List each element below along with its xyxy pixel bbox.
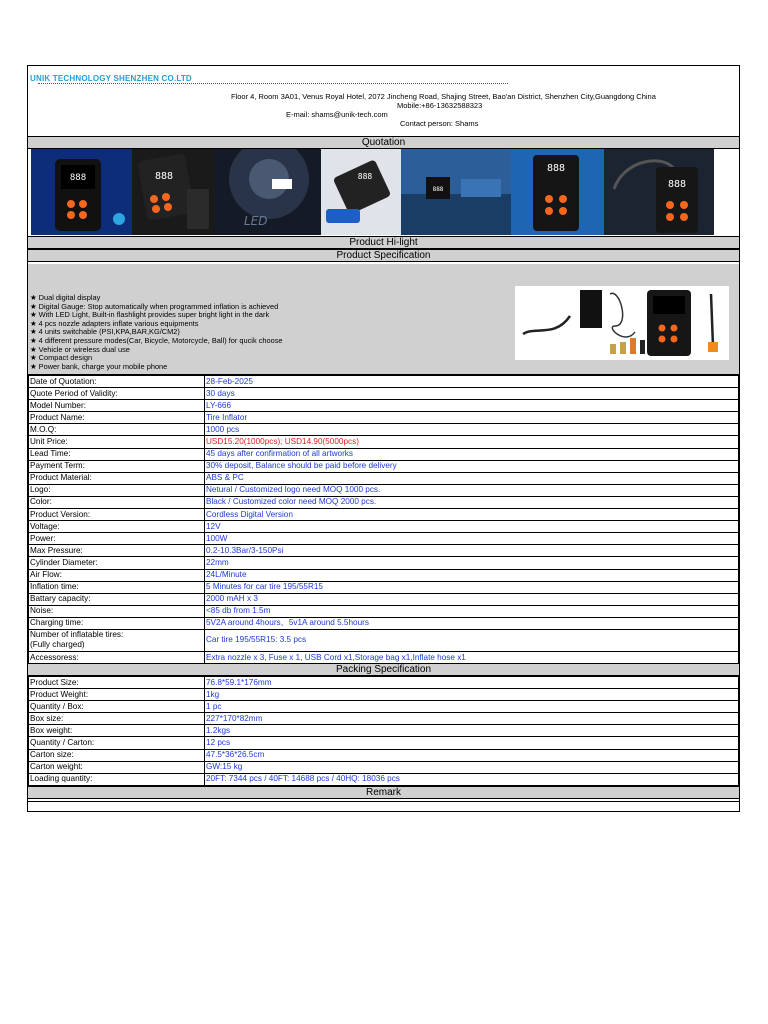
highlight-item: ★ 4 different pressure modes(Car, Bicycle, Motorcycle, Ball) for qucik choose <box>30 335 283 345</box>
field-label: Quantity / Carton: <box>29 737 205 749</box>
field-label: Product Name: <box>29 412 205 424</box>
spec-row <box>29 424 739 436</box>
field-value: 47.5*36*26.5cm <box>205 749 739 761</box>
highlight-item: ★ Dual digital display <box>30 293 101 302</box>
spec-row <box>29 448 739 460</box>
company-mobile: Mobile:+86-13632588323 <box>397 101 483 110</box>
field-label <box>29 629 205 651</box>
spec-row <box>29 651 739 663</box>
spec-row <box>29 412 739 424</box>
field-label: Quantity / Box: <box>29 701 205 713</box>
field-label-line: Number of inflatable tires: <box>30 630 124 640</box>
highlight-item: ★ Vehicle or wireless dual use <box>30 344 130 354</box>
product-photo-strip <box>31 149 714 235</box>
spec-row <box>29 436 739 448</box>
product-photo-1 <box>31 149 132 235</box>
quotation-heading: Quotation <box>28 136 739 149</box>
field-value: Extra nozzle x 3, Fuse x 1, USB Cord x1,Storage bag x1,Inflate hose x1 <box>205 651 739 663</box>
company-email: E-mail: shams@unik-tech.com <box>286 110 388 119</box>
field-label: Color: <box>29 496 205 508</box>
packing-row <box>29 725 739 737</box>
field-label-line: (Fully charged) <box>30 640 85 650</box>
packing-heading: Packing Specification <box>28 663 739 676</box>
field-label: Noise: <box>29 605 205 617</box>
field-label: Lead Time: <box>29 448 205 460</box>
spec-row <box>29 629 739 651</box>
remark-content <box>28 801 739 813</box>
field-value: 0.2-10.3Bar/3-150Psi <box>205 545 739 557</box>
field-value: 12V <box>205 521 739 533</box>
field-value: 5 Minutes for car tire 195/55R15 <box>205 581 739 593</box>
field-value: 30% deposit, Balance should be paid before delivery <box>205 460 739 472</box>
spec-row <box>29 521 739 533</box>
field-value: 2000 mAH x 3 <box>205 593 739 605</box>
field-label: Power: <box>29 533 205 545</box>
packing-row <box>29 677 739 689</box>
highlight-item: ★ 4 units switchable (PSI,KPA,BAR,KG/CM2) <box>30 327 180 337</box>
field-label: Box weight: <box>29 725 205 737</box>
spec-row <box>29 557 739 569</box>
packing-row <box>29 701 739 713</box>
spec-row <box>29 581 739 593</box>
photo-3-led-text: LED <box>244 214 268 228</box>
field-label: Max Pressure: <box>29 545 205 557</box>
packing-row <box>29 689 739 701</box>
field-label: Carton weight: <box>29 761 205 773</box>
product-photo-3 <box>214 149 321 235</box>
field-label: Carton size: <box>29 749 205 761</box>
spec-row <box>29 400 739 412</box>
highlight-panel <box>28 264 739 375</box>
spec-row <box>29 593 739 605</box>
field-label: M.O.Q: <box>29 424 205 436</box>
field-label: Product Version: <box>29 509 205 521</box>
spec-row <box>29 533 739 545</box>
spec-row <box>29 545 739 557</box>
spec-row <box>29 460 739 472</box>
field-label: Logo: <box>29 484 205 496</box>
field-value: Cordless Digital Version <box>205 509 739 521</box>
photo-4-display: 888 <box>357 172 373 181</box>
field-label: Loading quantity: <box>29 773 205 785</box>
spec-row <box>29 496 739 508</box>
packing-row <box>29 749 739 761</box>
field-label: Product Size: <box>29 677 205 689</box>
photo-1-display: 888 <box>69 173 87 183</box>
field-label: Cylinder Diameter: <box>29 557 205 569</box>
spec-row <box>29 388 739 400</box>
highlight-list <box>30 294 283 371</box>
highlight-item: ★ Power bank, charge your mobile phone <box>30 361 168 371</box>
field-label: Inflation time: <box>29 581 205 593</box>
field-label: Unit Price: <box>29 436 205 448</box>
product-photo-4 <box>321 149 401 235</box>
field-label: Product Weight: <box>29 689 205 701</box>
field-value: USD15.20(1000pcs); USD14.90(5000pcs) <box>205 436 739 448</box>
field-label: Date of Quotation: <box>29 376 205 388</box>
field-value: 30 days <box>205 388 739 400</box>
field-label: Charging time: <box>29 617 205 629</box>
packing-row <box>29 737 739 749</box>
product-photo-7 <box>604 149 714 235</box>
field-label: Box size: <box>29 713 205 725</box>
company-address: Floor 4, Room 3A01, Venus Royal Hotel, 2072 Jincheng Road, Shajing Street, Bao'an District, Shenzhen City,Guangdong China <box>231 92 656 101</box>
dotted-divider <box>38 83 508 86</box>
spec-heading: Product Specification <box>28 249 739 262</box>
field-label: Quote Period of Validity: <box>29 388 205 400</box>
spec-row <box>29 484 739 496</box>
field-label: Payment Term: <box>29 460 205 472</box>
field-value: Netural / Customized logo need MOQ 1000 pcs. <box>205 484 739 496</box>
field-label: Battary capacity: <box>29 593 205 605</box>
field-value: GW:15 kg <box>205 761 739 773</box>
spec-row <box>29 509 739 521</box>
packing-row <box>29 761 739 773</box>
spec-row <box>29 472 739 484</box>
field-value: ABS & PC <box>205 472 739 484</box>
highlight-item: ★ Compact design <box>30 353 93 363</box>
field-label: Model Number: <box>29 400 205 412</box>
field-value: 12 pcs <box>205 737 739 749</box>
highlight-item: ★ With LED Light, Built-in flashlight provides super bright light in the dark <box>30 310 270 320</box>
packing-row <box>29 773 739 785</box>
field-label: Air Flow: <box>29 569 205 581</box>
field-value: <85 db from 1.5m <box>205 605 739 617</box>
packing-row <box>29 713 739 725</box>
spec-row <box>29 617 739 629</box>
spec-table <box>28 375 739 664</box>
field-value: 1 pc <box>205 701 739 713</box>
product-photo-6 <box>511 149 604 235</box>
highlight-item: ★ Digital Gauge: Stop automatically when programmed inflation is achieved <box>30 301 279 311</box>
spec-row <box>29 605 739 617</box>
field-value: LY-666 <box>205 400 739 412</box>
field-value: 227*170*82mm <box>205 713 739 725</box>
field-value: 24L/Minute <box>205 569 739 581</box>
field-value: 45 days after confirmation of all artworks <box>205 448 739 460</box>
spec-row <box>29 376 739 388</box>
photo-5-display: 888 <box>432 186 444 193</box>
photo-2-display: 888 <box>154 171 174 182</box>
field-value: 1.2kgs <box>205 725 739 737</box>
remark-heading: Remark <box>28 786 739 799</box>
field-value: 28-Feb-2025 <box>205 376 739 388</box>
product-kit-image <box>515 286 729 360</box>
hilight-heading: Product Hi-light <box>28 236 739 249</box>
field-value: 76.8*59.1*176mm <box>205 677 739 689</box>
quotation-sheet <box>27 65 740 812</box>
product-photo-5 <box>401 149 511 235</box>
field-value: 1000 pcs <box>205 424 739 436</box>
field-label: Accessoress: <box>29 651 205 663</box>
field-value: 1kg <box>205 689 739 701</box>
contact-person: Contact person: Shams <box>400 119 479 128</box>
highlight-item: ★ 4 pcs nozzle adapters inflate various equipments <box>30 318 199 328</box>
field-label: Product Material: <box>29 472 205 484</box>
packing-table <box>28 676 739 786</box>
company-name: UNIK TECHNOLOGY SHENZHEN CO.LTD <box>30 74 192 83</box>
field-label: Voltage: <box>29 521 205 533</box>
field-value: 22mm <box>205 557 739 569</box>
field-value: 20FT: 7344 pcs / 40FT: 14688 pcs / 40HQ: 18036 pcs <box>205 773 739 785</box>
product-photo-2 <box>132 149 214 235</box>
field-value: 5V2A around 4hours、5v1A around 5.5hours <box>205 617 739 629</box>
field-value: Tire Inflator <box>205 412 739 424</box>
photo-6-display: 888 <box>546 163 566 174</box>
spec-row <box>29 569 739 581</box>
field-value: Black / Customized color need MOQ 2000 pcs. <box>205 496 739 508</box>
photo-7-display: 888 <box>667 179 687 190</box>
field-value: Car tire 195/55R15: 3.5 pcs <box>205 629 739 651</box>
field-value: 100W <box>205 533 739 545</box>
